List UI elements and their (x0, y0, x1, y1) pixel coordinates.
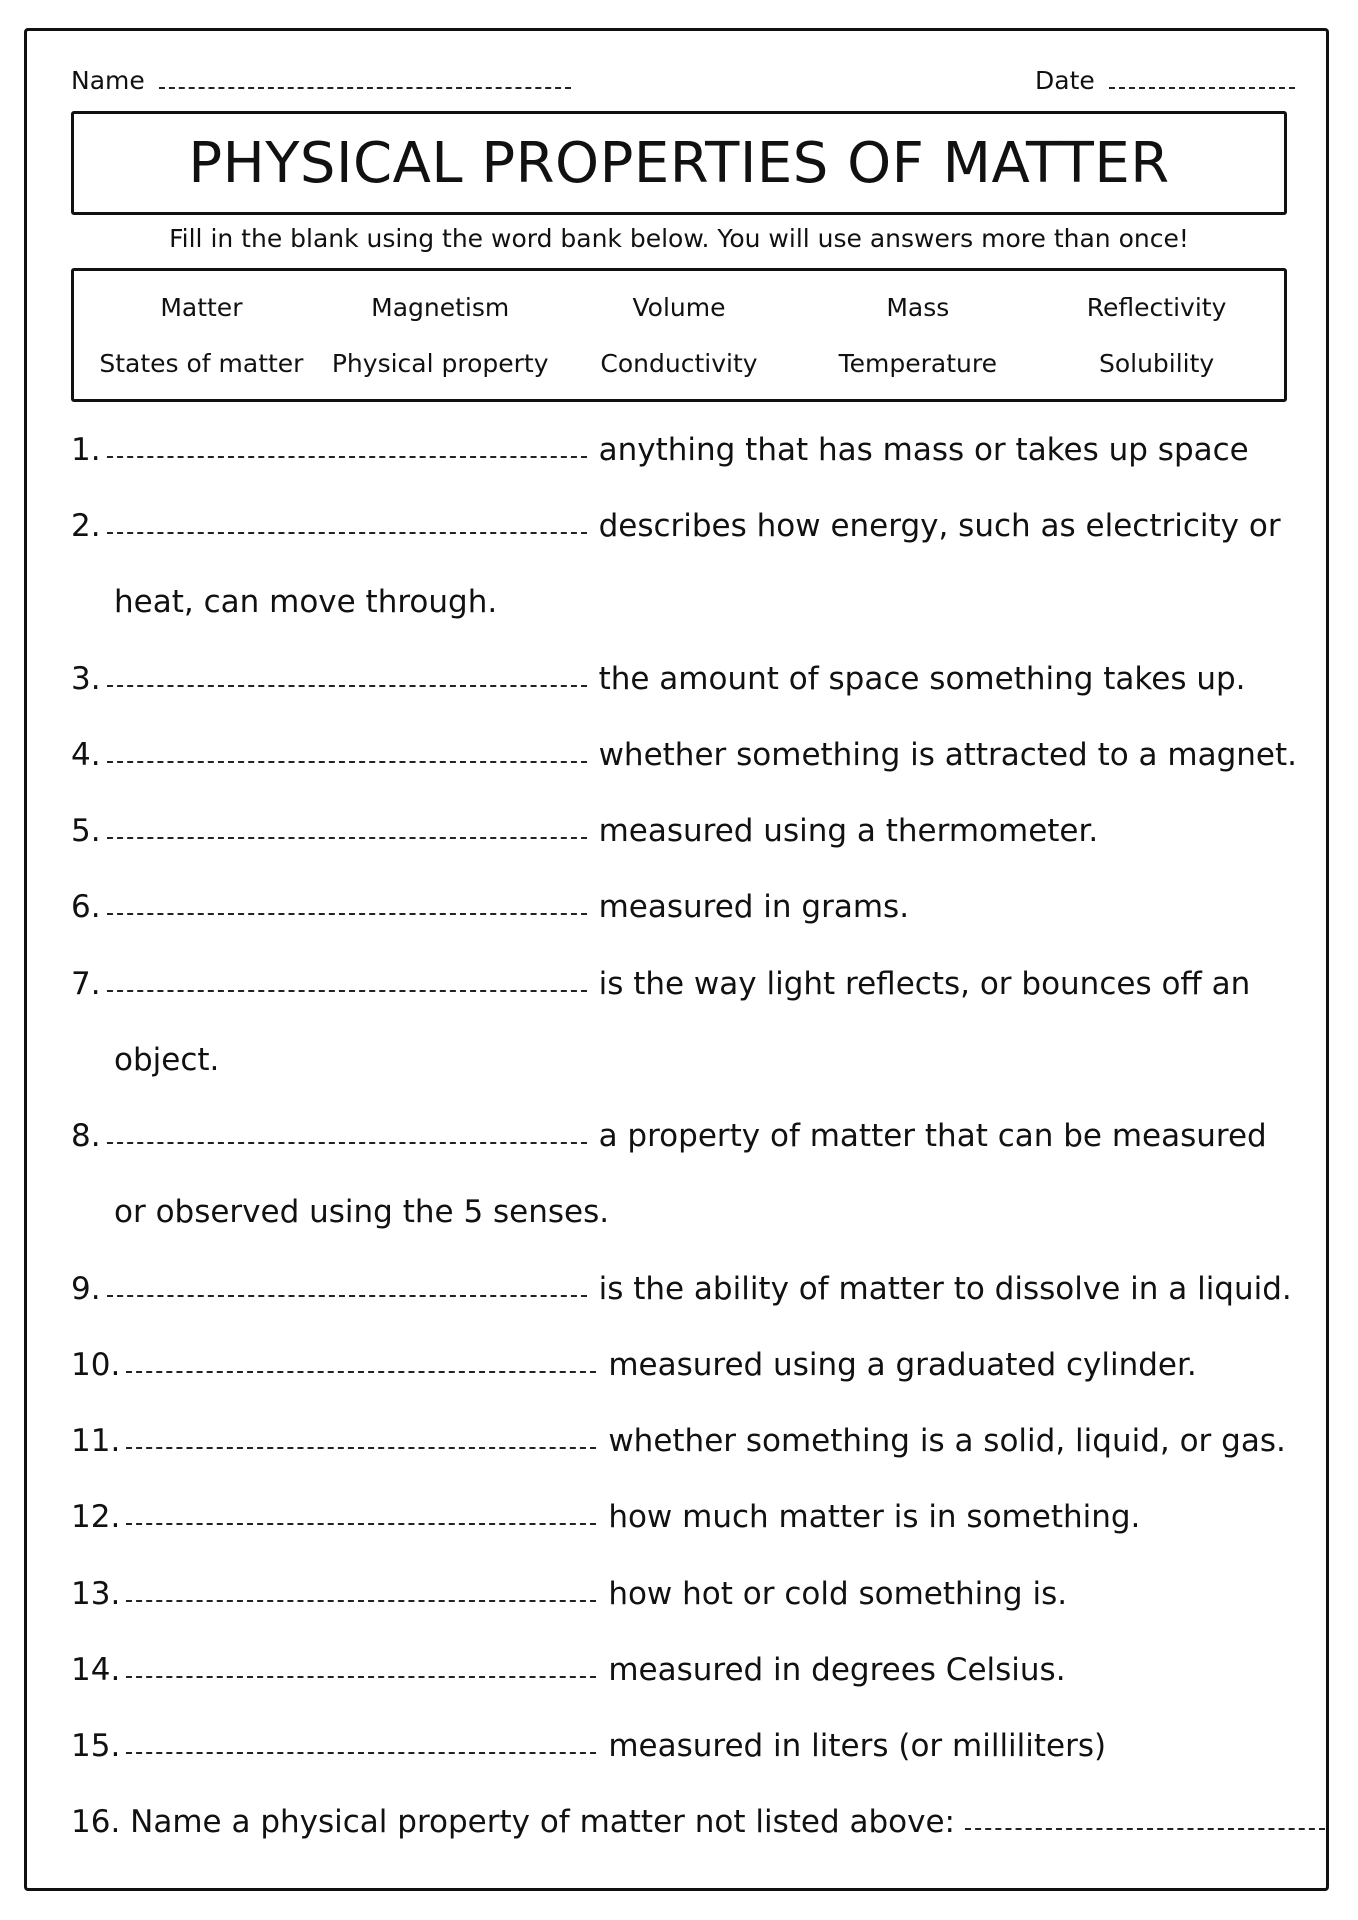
answer-blank[interactable] (965, 1827, 1325, 1830)
question-11 (71, 1423, 1286, 1459)
question-number: 13. (71, 1576, 121, 1612)
date-label: Date (1035, 66, 1095, 95)
question-text: measured in degrees Celsius. (608, 1652, 1066, 1688)
question-14 (71, 1652, 1066, 1688)
question-text: is the ability of matter to dissolve in a liquid. (598, 1271, 1292, 1307)
name-field[interactable] (71, 66, 571, 95)
question-4 (71, 737, 1297, 773)
question-number: 1. (71, 432, 101, 468)
word-bank-item: Mass (886, 292, 950, 322)
date-blank[interactable] (1109, 87, 1295, 89)
question-number: 9. (71, 1271, 101, 1307)
question-number: 6. (71, 889, 101, 925)
question-text: measured in liters (or milliliters) (608, 1728, 1107, 1764)
question-text: is the way light reflects, or bounces off an (598, 966, 1251, 1002)
page-title: PHYSICAL PROPERTIES OF MATTER (188, 130, 1170, 196)
question-1 (71, 432, 1249, 468)
answer-blank[interactable] (107, 1141, 587, 1144)
question-8-continued: or observed using the 5 senses. (114, 1194, 610, 1230)
word-bank-item: Physical property (331, 348, 549, 378)
question-number: 11. (71, 1423, 121, 1459)
word-bank-item: States of matter (99, 348, 304, 378)
word-bank-item: Solubility (1098, 348, 1215, 378)
instructions: Fill in the blank using the word bank below. You will use answers more than once! (169, 224, 1189, 253)
question-text: Name a physical property of matter not listed above: (130, 1804, 956, 1840)
answer-blank[interactable] (126, 1370, 596, 1373)
question-text: measured in grams. (598, 889, 910, 925)
question-number: 2. (71, 508, 101, 544)
word-bank-item: Volume (632, 292, 726, 322)
question-text: whether something is a solid, liquid, or gas. (608, 1423, 1286, 1459)
word-bank (71, 268, 1287, 402)
word-bank-item: Reflectivity (1086, 292, 1227, 322)
word-bank-item: Conductivity (600, 348, 758, 378)
question-3 (71, 661, 1246, 697)
question-7-continued: object. (114, 1042, 220, 1078)
question-text: a property of matter that can be measured (598, 1118, 1267, 1154)
question-number: 12. (71, 1499, 121, 1535)
answer-blank[interactable] (107, 912, 587, 915)
question-5 (71, 813, 1098, 849)
question-text: whether something is attracted to a magnet. (598, 737, 1298, 773)
question-2 (71, 508, 1281, 544)
question-text: the amount of space something takes up. (598, 661, 1246, 697)
question-text: measured using a graduated cylinder. (608, 1347, 1197, 1383)
question-number: 3. (71, 661, 101, 697)
question-number: 16. (71, 1804, 121, 1840)
question-12 (71, 1499, 1140, 1535)
question-number: 4. (71, 737, 101, 773)
question-number: 15. (71, 1728, 121, 1764)
word-bank-item: Magnetism (371, 292, 510, 322)
question-8 (71, 1118, 1267, 1154)
question-number: 7. (71, 966, 101, 1002)
answer-blank[interactable] (107, 1294, 587, 1297)
question-2-continued: heat, can move through. (114, 584, 498, 620)
question-15 (71, 1728, 1106, 1764)
question-13 (71, 1576, 1067, 1612)
answer-blank[interactable] (107, 760, 587, 763)
name-blank[interactable] (159, 87, 571, 89)
question-number: 10. (71, 1347, 121, 1383)
answer-blank[interactable] (107, 989, 587, 992)
question-text: anything that has mass or takes up space (598, 432, 1249, 468)
answer-blank[interactable] (107, 455, 587, 458)
date-field[interactable] (1035, 66, 1295, 95)
answer-blank[interactable] (126, 1522, 596, 1525)
title-box (71, 111, 1287, 215)
question-text: how much matter is in something. (608, 1499, 1141, 1535)
question-text: how hot or cold something is. (608, 1576, 1068, 1612)
question-text: describes how energy, such as electricity or (598, 508, 1281, 544)
word-bank-item: Temperature (838, 348, 997, 378)
question-16 (71, 1804, 1337, 1840)
question-7 (71, 966, 1250, 1002)
question-9 (71, 1271, 1292, 1307)
question-6 (71, 889, 909, 925)
word-bank-item: Matter (160, 292, 243, 322)
answer-blank[interactable] (107, 836, 587, 839)
name-label: Name (71, 66, 145, 95)
answer-blank[interactable] (126, 1751, 596, 1754)
answer-blank[interactable] (126, 1599, 596, 1602)
answer-blank[interactable] (107, 684, 587, 687)
question-text: measured using a thermometer. (598, 813, 1099, 849)
question-number: 5. (71, 813, 101, 849)
answer-blank[interactable] (107, 531, 587, 534)
question-10 (71, 1347, 1197, 1383)
answer-blank[interactable] (126, 1446, 596, 1449)
answer-blank[interactable] (126, 1675, 596, 1678)
question-number: 14. (71, 1652, 121, 1688)
question-number: 8. (71, 1118, 101, 1154)
